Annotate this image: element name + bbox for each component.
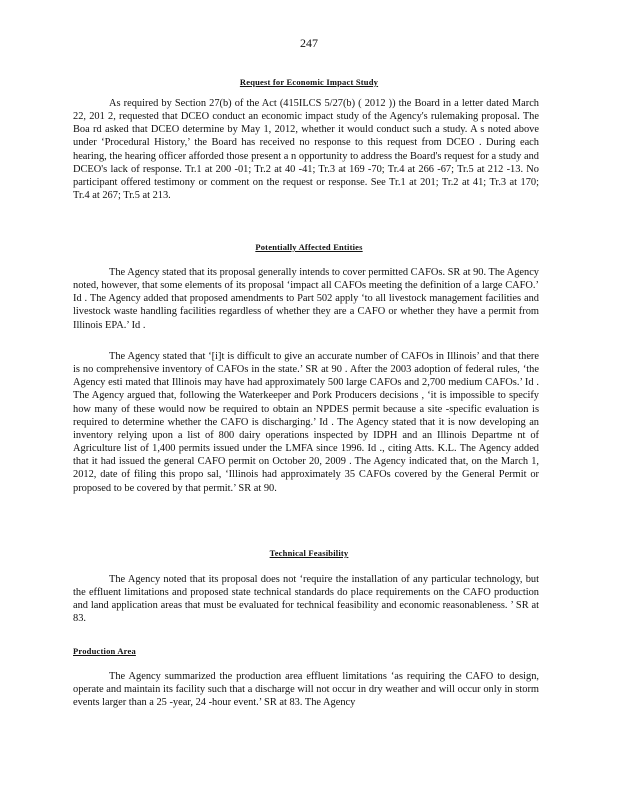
- section-heading-production-area: Production Area: [73, 646, 136, 656]
- paragraph-affected-entities-1: The Agency stated that its proposal generally intends to cover permitted CAFOs. SR at 90. The Agency noted, however, that some elements of its proposal ‘impact all CAFOs meeting the definition of a large CAFO.’ Id . The Agency added that proposed amendments to Part 502 apply ‘to all livestock management facilities and livestock waste handling facilities regardless of whether they are a CAFO or whether they have a permit from Illinois EPA.’ Id .: [73, 267, 539, 331]
- paragraph-technical-feasibility: The Agency noted that its proposal does not ‘require the installation of any particular technology, but the effluent limitations and proposed state technical standards do place requirements on the CAFO production and land application areas that must be evaluated for technical feasibility and economic reasonableness. ’ SR at 83.: [73, 574, 539, 625]
- page-number: 247: [300, 36, 318, 50]
- paragraph-production-area: The Agency summarized the production area effluent limitations ‘as requiring the CAFO to design, operate and maintain its facility such that a discharge will not occur in dry weather and will occur only in storm events larger than a 25 -year, 24 -hour event.’ SR at 83. The Agency: [73, 671, 539, 709]
- section-heading-affected-entities: Potentially Affected Entities: [255, 242, 363, 252]
- paragraph-economic-impact: As required by Section 27(b) of the Act (415ILCS 5/27(b) ( 2012 )) the Board in a letter dated March 22, 201 2, requested that DCEO conduct an economic impact study of the Agency's rulemaking proposal. The Boa rd asked that DCEO determine by May 1, 2012, whether it would conduct such a study. A s noted above under ‘Procedural History,’ the Board has received no response to this request from DCEO . During each hearing, the hearing officer afforded those present a n opportunity to address the Board's request for a study and DCEO's lack of response. Tr.1 at 200 -01; Tr.2 at 40 -41; Tr.3 at 169 -70; Tr.4 at 266 -67; Tr.5 at 212 -13. No participant offered testimony or comment on the request or response. See Tr.1 at 201; Tr.2 at 41; Tr.3 at 170; Tr.4 at 267; Tr.5 at 213.: [73, 98, 539, 202]
- section-heading-technical-feasibility: Technical Feasibility: [269, 548, 349, 558]
- section-heading-economic-impact: Request for Economic Impact Study: [239, 77, 379, 87]
- paragraph-affected-entities-2: The Agency stated that ‘[i]t is difficult to give an accurate number of CAFOs in Illinois’ and that there is no comprehensive inventory of CAFOs in the state.’ SR at 90 . After the 2003 adoption of federal rules, ‘the Agency esti mated that Illinois may have had approximately 500 large CAFOs and 2,700 medium CAFOs.’ Id . The Agency argued that, following the Waterkeeper and Pork Producers decisions , ‘it is impossible to specify how many of these would now be required to obtain an NPDES permit because a site -specific evaluation is required to determine whether the CAFO is discharging.’ Id . The Agency stated that it is now developing an inventory relying upon a list of 800 dairy operations inspected by IDPH and an Illinois Departme nt of Agriculture list of 1,400 permits issued under the LMFA since 1996. Id ., citing Atts. K.L. The Agency added that it had issued the general CAFO permit on October 20, 2009 . The Agency indicated that, on the March 1, 2012, date of filing this propo sal, ‘Illinois had approximately 35 CAFOs covered by the General Permit or proposed to be covered by that permit.’ SR at 90.: [73, 351, 539, 494]
